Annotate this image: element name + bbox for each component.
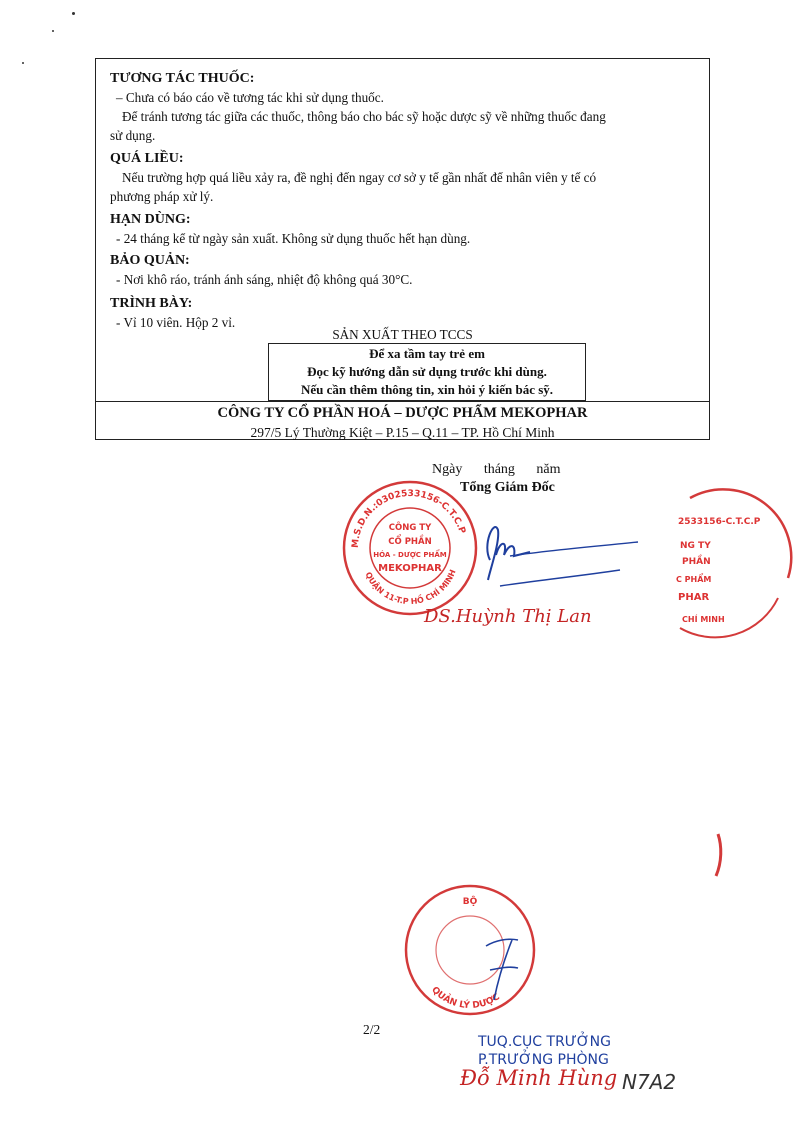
- scan-speck: [22, 62, 24, 64]
- approval-signer: Đỗ Minh Hùng: [460, 1066, 618, 1090]
- agency-stamp-top: BỘ: [462, 897, 478, 907]
- approval-line: TUQ.CỤC TRƯỞNG: [478, 1034, 611, 1050]
- approval-initials: N7A2: [622, 1070, 677, 1094]
- stamp-line: HÓA - DƯỢC PHẨM: [373, 551, 447, 559]
- date-line: Ngày tháng năm: [432, 462, 561, 477]
- company-stamp-partial: [668, 478, 799, 648]
- storage-section: [110, 251, 700, 289]
- leaflet-box: [95, 58, 710, 440]
- warning-box: [268, 343, 586, 401]
- page-number: 2/2: [363, 1022, 381, 1037]
- stamp-inner-ring: [436, 916, 504, 984]
- stamp-line: MEKOPHAR: [378, 563, 442, 574]
- stamp-outer-ring: [344, 482, 476, 614]
- overdose-line: phương pháp xử lý.: [110, 189, 214, 204]
- stamp-partial-line: NG TY: [680, 541, 711, 551]
- agency-stamp: [400, 880, 540, 1020]
- expiry-line: - 24 tháng kể từ ngày sản xuất. Không sử dụng thuốc hết hạn dùng.: [116, 231, 471, 246]
- approval-line: P.TRƯỞNG PHÒNG: [478, 1052, 609, 1068]
- stamp-partial-line: PHẦN: [682, 557, 711, 567]
- stamp-line: CỔ PHẦN: [388, 537, 432, 547]
- storage-line: - Nơi khô ráo, tránh ánh sáng, nhiệt độ không quá 30°C.: [116, 272, 413, 287]
- warning-line: Để xa tầm tay trẻ em: [369, 346, 485, 361]
- stamp-bottom-text: QUẬN 11-T.P HỒ CHÍ MINH: [363, 568, 458, 607]
- warning-line: Đọc kỹ hướng dẫn sử dụng trước khi dùng.: [307, 364, 547, 379]
- stamp-partial-line: 2533156-C.T.C.P: [678, 517, 761, 527]
- company-name: CÔNG TY CỔ PHẦN HOÁ – DƯỢC PHẨM MEKOPHAR: [217, 405, 588, 421]
- presentation-line: - Vỉ 10 viên. Hộp 2 vỉ.: [116, 315, 236, 330]
- stamp-partial-line: PHAR: [678, 592, 710, 603]
- signature-scribble: [470, 500, 650, 600]
- scan-speck: [72, 12, 75, 15]
- expiry-section: [110, 210, 700, 248]
- divider: [96, 401, 709, 402]
- signer-name: DS.Huỳnh Thị Lan: [424, 606, 592, 627]
- overdose-section: [110, 149, 700, 206]
- scan-speck: [52, 30, 54, 32]
- interactions-line: sử dụng.: [110, 128, 156, 143]
- warning-line: Nếu cần thêm thông tin, xin hỏi ý kiến bác sỹ.: [300, 382, 554, 397]
- interactions-line: Để tránh tương tác giữa các thuốc, thông báo cho bác sỹ hoặc dược sỹ về những thuốc đang: [122, 109, 606, 124]
- presentation-heading: TRÌNH BÀY:: [110, 296, 193, 311]
- signature-title: Tổng Giám Đốc: [460, 480, 555, 495]
- interactions-section: [110, 69, 700, 145]
- stamp-partial-line: C PHẨM: [676, 575, 712, 584]
- stamp-ring-text: M.S.D.N.:0302533156-C.T.C.P: [350, 488, 467, 549]
- stamp-line: CÔNG TY: [388, 523, 432, 533]
- interactions-line: – Chưa có báo cáo về tương tác khi sử dụng thuốc.: [116, 90, 384, 105]
- overdose-line: Nếu trường hợp quá liều xảy ra, đề nghị đến ngay cơ sở y tế gần nhất để nhân viên y tế có: [122, 170, 597, 185]
- red-mark: [710, 830, 730, 880]
- company-address: 297/5 Lý Thường Kiệt – P.15 – Q.11 – TP. Hồ Chí Minh: [250, 425, 555, 440]
- company-stamp: [340, 478, 480, 618]
- storage-heading: BẢO QUẢN:: [110, 253, 190, 268]
- agency-stamp-bottom: QUẢN LÝ DƯỢC: [429, 985, 502, 1012]
- stamp-inner-ring: [370, 508, 450, 588]
- standard-line: SẢN XUẤT THEO TCCS: [332, 327, 473, 342]
- stamp-partial-line: CHÍ MINH: [682, 615, 725, 624]
- overdose-heading: QUÁ LIỀU:: [110, 151, 184, 166]
- expiry-heading: HẠN DÙNG:: [110, 212, 191, 227]
- interactions-heading: TƯƠNG TÁC THUỐC:: [110, 71, 255, 86]
